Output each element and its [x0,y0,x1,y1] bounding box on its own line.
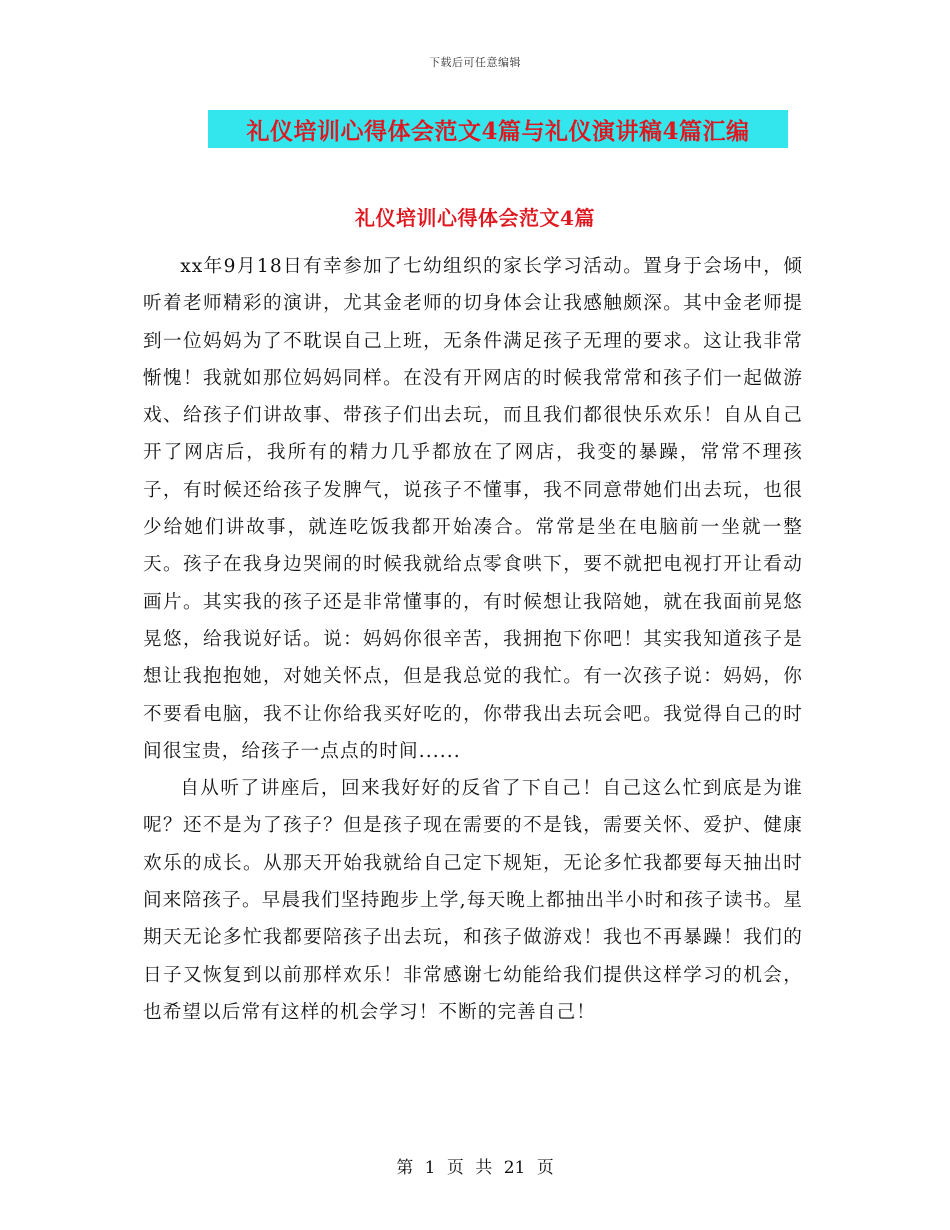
page-number-footer: 第 1 页 共 21 页 [396,1158,554,1178]
document-main-title: 礼仪培训心得体会范文4篇与礼仪演讲稿4篇汇编 [246,117,750,145]
body-paragraph-1: xx年9月18日有幸参加了七幼组织的家长学习活动。置身于会场中，倾听着老师精彩的演讲，尤其金老师的切身体会让我感触颇深。其中金老师提到一位妈妈为了不耽误自己上班，无条件满足孩子无理的要求。这让我非常惭愧！我就如那位妈妈同样。在没有开网店的时候我常常和孩子们一起做游戏、给孩子们讲故事、带孩子们出去玩，而且我们都很快乐欢乐！自从自己开了网店后，我所有的精力几乎都放在了网店，我变的暴躁，常常不理孩子，有时候还给孩子发脾气，说孩子不懂事，我不同意带她们出去玩，也很少给她们讲故事，就连吃饭我都开始凑合。常常是坐在电脑前一坐就一整天。孩子在我身边哭闹的时候我就给点零食哄下，要不就把电视打开让看动画片。其实我的孩子还是非常懂事的，有时候想让我陪她，就在我面前晃悠晃悠，给我说好话。说：妈妈你很辛苦，我拥抱下你吧！其实我知道孩子是想让我抱抱她，对她关怀点，但是我总觉的我忙。有一次孩子说：妈妈，你不要看电脑，我不让你给我买好吃的，你带我出去玩会吧。我觉得自己的时间很宝贵，给孩子一点点的时间...... [143,256,803,762]
page-header-note: 下载后可任意编辑 [429,56,521,69]
section-title: 礼仪培训心得体会范文4篇 [355,206,595,230]
body-paragraph-2: 自从听了讲座后，回来我好好的反省了下自己！自己这么忙到底是为谁呢？还不是为了孩子？但是孩子现在需要的不是钱，需要关怀、爱护、健康欢乐的成长。从那天开始我就给自己定下规矩，无论多忙我都要每天抽出时间来陪孩子。早晨我们坚持跑步上学,每天晚上都抽出半小时和孩子读书。星期天无论多忙我都要陪孩子出去玩，和孩子做游戏！我也不再暴躁！我们的日子又恢复到以前那样欢乐！非常感谢七幼能给我们提供这样学习的机会，也希望以后常有这样的机会学习！不断的完善自己！ [143,778,803,1023]
main-title-highlight [208,110,788,148]
document-body [143,248,803,1031]
